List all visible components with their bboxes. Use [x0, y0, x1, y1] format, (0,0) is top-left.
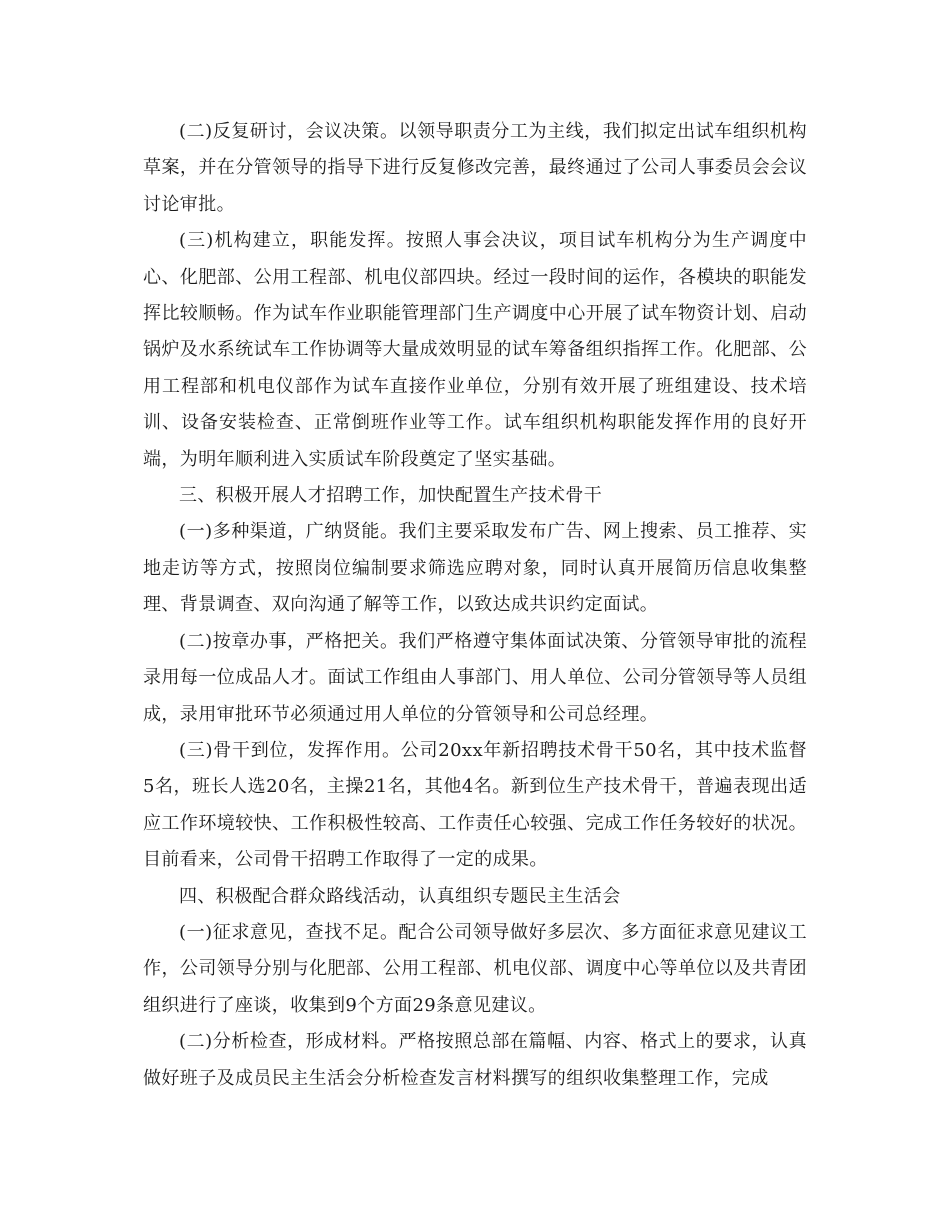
paragraph: (一)多种渠道，广纳贤能。我们主要采取发布广告、网上搜索、员工推荐、实地走访等方式，按照岗位编制要求筛选应聘对象，同时认真开展简历信息收集整理、背景调查、双向沟通了解等工作，以致达成共识约定面试。	[143, 521, 807, 616]
paragraph: (三)骨干到位，发挥作用。公司20xx年新招聘技术骨干50名，其中技术监督5名，班长人选20名，主操21名，其他4名。新到位生产技术骨干，普遍表现出适应工作环境较快、工作积极性较高、工作责任心较强、完成工作任务较好的状况。目前看来，公司骨干招聘工作取得了一定的成果。	[143, 739, 807, 871]
paragraph: (一)征求意见，查找不足。配合公司领导做好多层次、多方面征求意见建议工作，公司领导分别与化肥部、公用工程部、机电仪部、调度中心等单位以及共青团组织进行了座谈，收集到9个方面29条意见建议。	[143, 921, 807, 1016]
paragraph: (三)机构建立，职能发挥。按照人事会决议，项目试车机构分为生产调度中心、化肥部、公用工程部、机电仪部四块。经过一段时间的运作，各模块的职能发挥比较顺畅。作为试车作业职能管理部门生产调度中心开展了试车物资计划、启动锅炉及水系统试车工作协调等大量成效明显的试车筹备组织指挥工作。化肥部、公用工程部和机电仪部作为试车直接作业单位，分别有效开展了班组建设、技术培训、设备安装检查、正常倒班作业等工作。试车组织机构职能发挥作用的良好开端，为明年顺利进入实质试车阶段奠定了坚实基础。	[143, 230, 807, 470]
paragraph: (二)按章办事，严格把关。我们严格遵守集体面试决策、分管领导审批的流程录用每一位成品人才。面试工作组由人事部门、用人单位、公司分管领导等人员组成，录用审批环节必须通过用人单位的分管领导和公司总经理。	[143, 630, 807, 725]
section-heading: 三、积极开展人才招聘工作，加快配置生产技术骨干	[179, 485, 603, 507]
paragraph: (二)反复研讨，会议决策。以领导职责分工为主线，我们拟定出试车组织机构草案，并在分管领导的指导下进行反复修改完善，最终通过了公司人事委员会会议讨论审批。	[143, 121, 807, 215]
paragraph: (二)分析检查，形成材料。严格按照总部在篇幅、内容、格式上的要求，认真做好班子及成员民主生活会分析检查发言材料撰写的组织收集整理工作，完成	[143, 1031, 807, 1089]
section-heading: 四、积极配合群众路线活动，认真组织专题民主生活会	[179, 885, 621, 907]
document-page	[143, 114, 807, 1097]
